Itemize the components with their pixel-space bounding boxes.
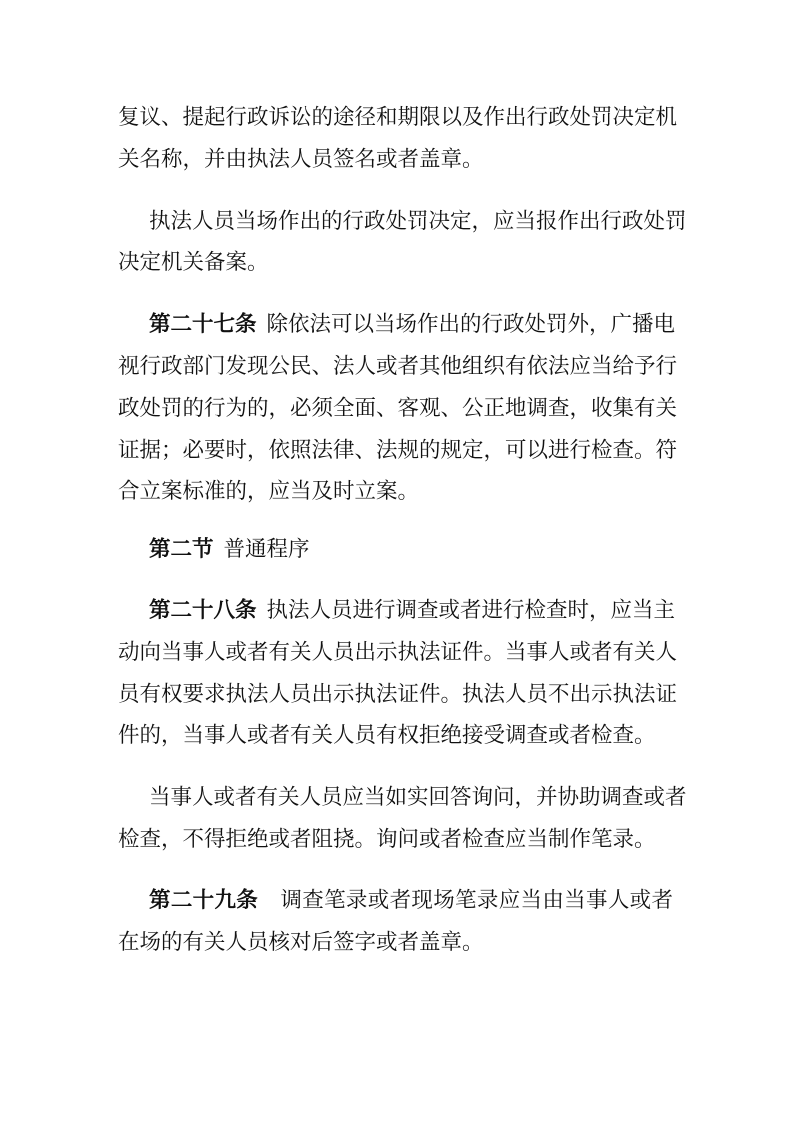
section-heading bbox=[0, 530, 793, 570]
article-28-line-1-text: 执法人员进行调查或者进行检查时，应当主 bbox=[266, 598, 676, 623]
article-27-line-4 bbox=[0, 431, 793, 471]
paragraph-2-line-1-text: 执法人员当场作出的行政处罚决定，应当报作出行政处罚 bbox=[149, 209, 687, 234]
article-28-line-4 bbox=[0, 716, 793, 756]
article-28-line-2-text: 动向当事人或者有关人员出示执法证件。当事人或者有关人 bbox=[118, 640, 678, 665]
article-29-line-1 bbox=[0, 881, 793, 921]
paragraph-5-line-1-text: 当事人或者有关人员应当如实回答询问，并协助调查或者 bbox=[149, 785, 687, 810]
article-27-line-4-text: 证据；必要时，依照法律、法规的规定，可以进行检查。符 bbox=[118, 438, 678, 463]
article-29-line-1-text: 调查笔录或者现场笔录应当由当事人或者 bbox=[280, 888, 673, 913]
article-27-line-1-wrap bbox=[149, 305, 676, 345]
paragraph-2-line-1 bbox=[0, 202, 793, 242]
paragraph-1-line-2-text: 关名称，并由执法人员签名或者盖章。 bbox=[118, 147, 484, 172]
paragraph-1-line-2 bbox=[0, 140, 793, 180]
paragraph-5-line-2-text: 检查，不得拒绝或者阻挠。询问或者检查应当制作笔录。 bbox=[118, 827, 656, 852]
article-29-line-2-text: 在场的有关人员核对后签字或者盖章。 bbox=[118, 930, 484, 955]
article-27-line-5 bbox=[0, 472, 793, 512]
paragraph-2-line-2 bbox=[0, 243, 793, 283]
article-27-line-3-text: 政处罚的行为的，必须全面、客观、公正地调查，收集有关 bbox=[118, 396, 678, 421]
paragraph-1-line-1-text: 复议、提起行政诉讼的途径和期限以及作出行政处罚决定机 bbox=[118, 105, 678, 130]
paragraph-2-line-2-text: 决定机关备案。 bbox=[118, 250, 269, 275]
article-27-heading: 第二十七条 bbox=[149, 312, 257, 337]
article-27-line-2-text: 视行政部门发现公民、法人或者其他组织有依法应当给予行 bbox=[118, 354, 678, 379]
section-heading-wrap bbox=[149, 530, 673, 570]
paragraph-1-line-1 bbox=[0, 98, 793, 138]
article-28-line-1-wrap bbox=[149, 591, 676, 631]
article-27-line-5-text: 合立案标准的，应当及时立案。 bbox=[118, 479, 420, 504]
article-29-line-1-wrap bbox=[149, 881, 673, 921]
article-27-line-1 bbox=[0, 305, 793, 345]
article-29-heading: 第二十九条 bbox=[149, 888, 259, 913]
paragraph-5-line-2 bbox=[0, 820, 793, 860]
article-27-line-2 bbox=[0, 347, 793, 387]
article-28-line-3 bbox=[0, 675, 793, 715]
article-27-line-1-text: 除依法可以当场作出的行政处罚外，广播电 bbox=[266, 312, 676, 337]
section-title: 普通程序 bbox=[223, 537, 310, 562]
article-28-line-1 bbox=[0, 591, 793, 631]
section-number: 第二节 bbox=[149, 537, 214, 562]
article-27-line-3 bbox=[0, 389, 793, 429]
article-28-line-4-text: 件的，当事人或者有关人员有权拒绝接受调查或者检查。 bbox=[118, 723, 656, 748]
paragraph-5-line-1 bbox=[0, 778, 793, 818]
article-28-line-3-text: 员有权要求执法人员出示执法证件。执法人员不出示执法证 bbox=[118, 682, 678, 707]
article-28-line-2 bbox=[0, 633, 793, 673]
article-29-line-2 bbox=[0, 923, 793, 963]
article-28-heading: 第二十八条 bbox=[149, 598, 257, 623]
